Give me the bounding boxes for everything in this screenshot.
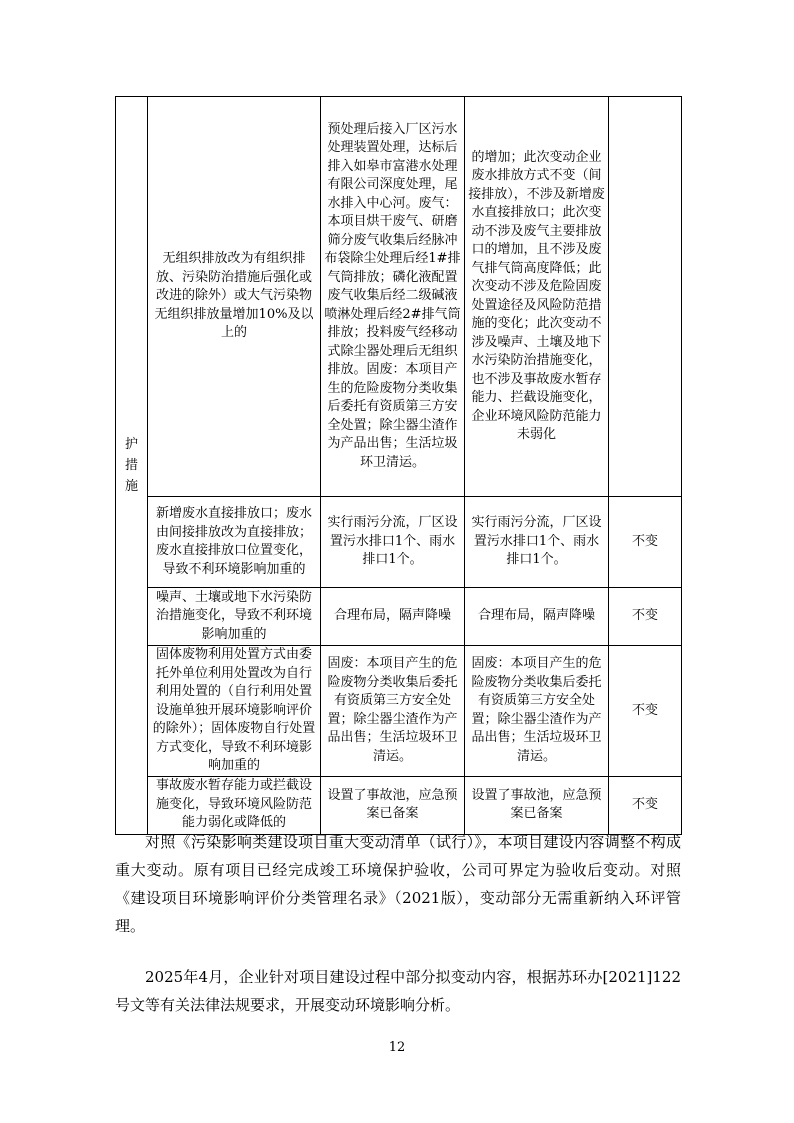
table-row	[116, 646, 682, 777]
item-cell: 事故废水暂存能力或拦截设施变化，导致环境风险防范能力弱化或降低的	[148, 776, 321, 834]
current-cell: 合理布局，隔声降噪	[465, 588, 609, 646]
analysis-paragraph: 2025年4月，企业针对项目建设过程中部分拟变动内容，根据苏环办[2021]122号文等有关法律法规要求，开展变动环境影响分析。	[115, 968, 681, 1014]
current-cell: 固废：本项目产生的危险废物分类收集后委托有资质第三方安全处置；除尘器尘渣作为产品出售；生活垃圾环卫清运。	[465, 646, 609, 777]
table-row	[116, 97, 682, 497]
result-cell: 不变	[609, 588, 682, 646]
original-cell: 固废：本项目产生的危险废物分类收集后委托有资质第三方安全处置；除尘器尘渣作为产品出售；生活垃圾环卫清运。	[321, 646, 465, 777]
current-cell: 的增加；此次变动企业废水排放方式不变（间接排放），不涉及新增废水直接排放口；此次变动不涉及废气主要排放口的增加，且不涉及废气排气筒高度降低；此次变动不涉及危险固废处置途径及风险防范措施的变化；此次变动不涉及噪声、土壤及地下水污染防治措施变化，也不涉及事故废水暂存能力、拦截设施变化，企业环境风险防范能力未弱化	[465, 97, 609, 497]
result-cell: 不变	[609, 497, 682, 588]
item-cell: 噪声、土壤或地下水污染防治措施变化，导致不利环境影响加重的	[148, 588, 321, 646]
conclusion-paragraph: 对照《污染影响类建设项目重大变动清单（试行）》，本项目建设内容调整不构成重大变动。原有项目已经完成竣工环境保护验收，公司可界定为验收后变动。对照《建设项目环境影响评价分类管理名录》（2021版），变动部分无需重新纳入环评管理。	[115, 833, 681, 935]
item-cell: 新增废水直接排放口；废水由间接排放改为直接排放；废水直接排放口位置变化，导致不利环境影响加重的	[148, 497, 321, 588]
result-cell	[609, 97, 682, 497]
table-row	[116, 588, 682, 646]
table-row	[116, 776, 682, 834]
change-comparison-table	[115, 96, 682, 835]
table-row	[116, 497, 682, 588]
original-cell: 合理布局，隔声降噪	[321, 588, 465, 646]
item-cell: 固体废物利用处置方式由委托外单位利用处置改为自行利用处置的（自行利用处置设施单独开展环境影响评价的除外）；固体废物自行处置方式变化，导致不利环境影响加重的	[148, 646, 321, 777]
category-cell: 护措施	[116, 97, 148, 835]
result-cell: 不变	[609, 776, 682, 834]
original-cell: 实行雨污分流，厂区设置污水排口1个、雨水排口1个。	[321, 497, 465, 588]
original-cell: 预处理后接入厂区污水处理装置处理，达标后排入如皋市富港水处理有限公司深度处理，尾水排入中心河。废气：本项目烘干废气、研磨筛分废气收集后经脉冲布袋除尘处理后经1#排气筒排放；磷化液配置废气收集后经二级碱液喷淋处理后经2#排气筒排放；投料废气经移动式除尘器处理后无组织排放。固废：本项目产生的危险废物分类收集后委托有资质第三方安全处置；除尘器尘渣作为产品出售；生活垃圾环卫清运。	[321, 97, 465, 497]
item-cell: 无组织排放改为有组织排放、污染防治措施后强化或改进的除外）或大气污染物无组织排放量增加10%及以上的	[148, 97, 321, 497]
current-cell: 实行雨污分流，厂区设置污水排口1个、雨水排口1个。	[465, 497, 609, 588]
page-number: 12	[388, 1040, 406, 1055]
current-cell: 设置了事故池，应急预案已备案	[465, 776, 609, 834]
original-cell: 设置了事故池，应急预案已备案	[321, 776, 465, 834]
result-cell: 不变	[609, 646, 682, 777]
